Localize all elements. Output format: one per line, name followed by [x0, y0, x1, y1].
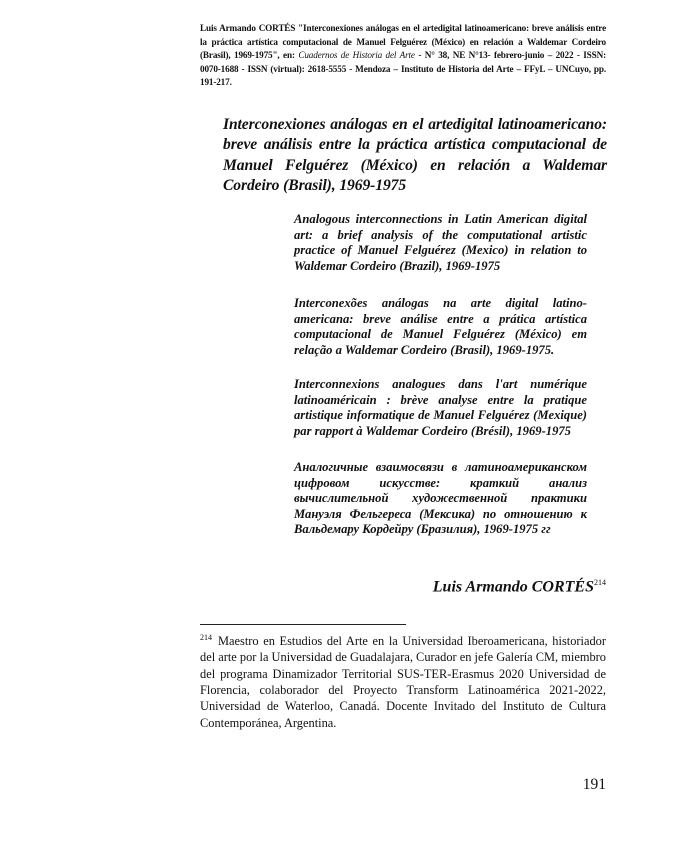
title-english: Analogous interconnections in Latin American digital art: a brief analysis of the computational artistic practice of Manuel Felguérez (Mexico) in relation to Waldemar Cordeiro (Brazil), 1969-1975: [294, 212, 587, 273]
citation-header: [200, 22, 606, 90]
article-title: Interconexiones análogas en el artedigital latinoamericano: breve análisis entre la práctica artística computacional de Manuel Felguérez (México) en relación a Waldemar Cordeiro (Brasil), 1969-1975: [223, 116, 607, 195]
footnote-number: 214: [200, 633, 212, 642]
title-french: Interconnexions analogues dans l'art numérique latinoaméricain : brève analyse entre la pratique artistique informatique de Manuel Felguérez (Mexique) par rapport à Waldemar Cordeiro (Brésil), 1969-1975: [294, 377, 587, 438]
page-number: 191: [582, 776, 606, 793]
footnote-divider: [200, 624, 406, 625]
author-name: Luis Armando CORTÉS: [432, 578, 594, 596]
title-russian: Аналогичные взаимосвязи в латиноамериканском цифровом искусстве: краткий анализ вычислительной художественной практики Мануэля Фельгереса (Мексика) по отношению к Вальдемару Кордейру (Бразилия), 1969-1975 гг: [294, 460, 587, 537]
footnote-text: Maestro en Estudios del Arte en la Universidad Iberoamericana, historiador del arte por la Universidad de Guadalajara, Curador en jefe Galería CM, miembro del programa Dinamizador Territorial SUS-TER-Erasmus 2020 Universidad de Florencia, colaborador del Proyecto Transform Latinoamérica 2021-2022, Universidad de Waterloo, Canadá. Docente Invitado del Instituto de Cultura Contemporánea, Argentina.: [200, 634, 606, 730]
title-portuguese: Interconexões análogas na arte digital latino-americana: breve análise entre a prática artística computacional de Manuel Felguérez (México) em relação a Waldemar Cordeiro (Brasil), 1969-1975.: [294, 296, 587, 357]
footnote: [200, 630, 606, 731]
citation-tail: - N° 38, NE N°13- febrero-junio – 2022 - ISSN: 0070-1688 - ISSN (virtual): 2618-5555 - Mendoza – Instituto de Historia del Arte – FFyL – UNCuyo, pp. 191-217.: [200, 50, 606, 88]
citation-lead: Luis Armando CORTÉS "Interconexiones análogas en el artedigital latinoamericano: breve análisis entre la práctica artística computacional de Manuel Felguérez (México) en relación a Waldemar Cordeiro (Brasil), 1969-1975", en:: [200, 23, 606, 61]
author-byline: [433, 578, 606, 596]
author-footnote-ref[interactable]: 214: [594, 578, 606, 587]
journal-name: Cuadernos de Historia del Arte: [298, 50, 415, 61]
